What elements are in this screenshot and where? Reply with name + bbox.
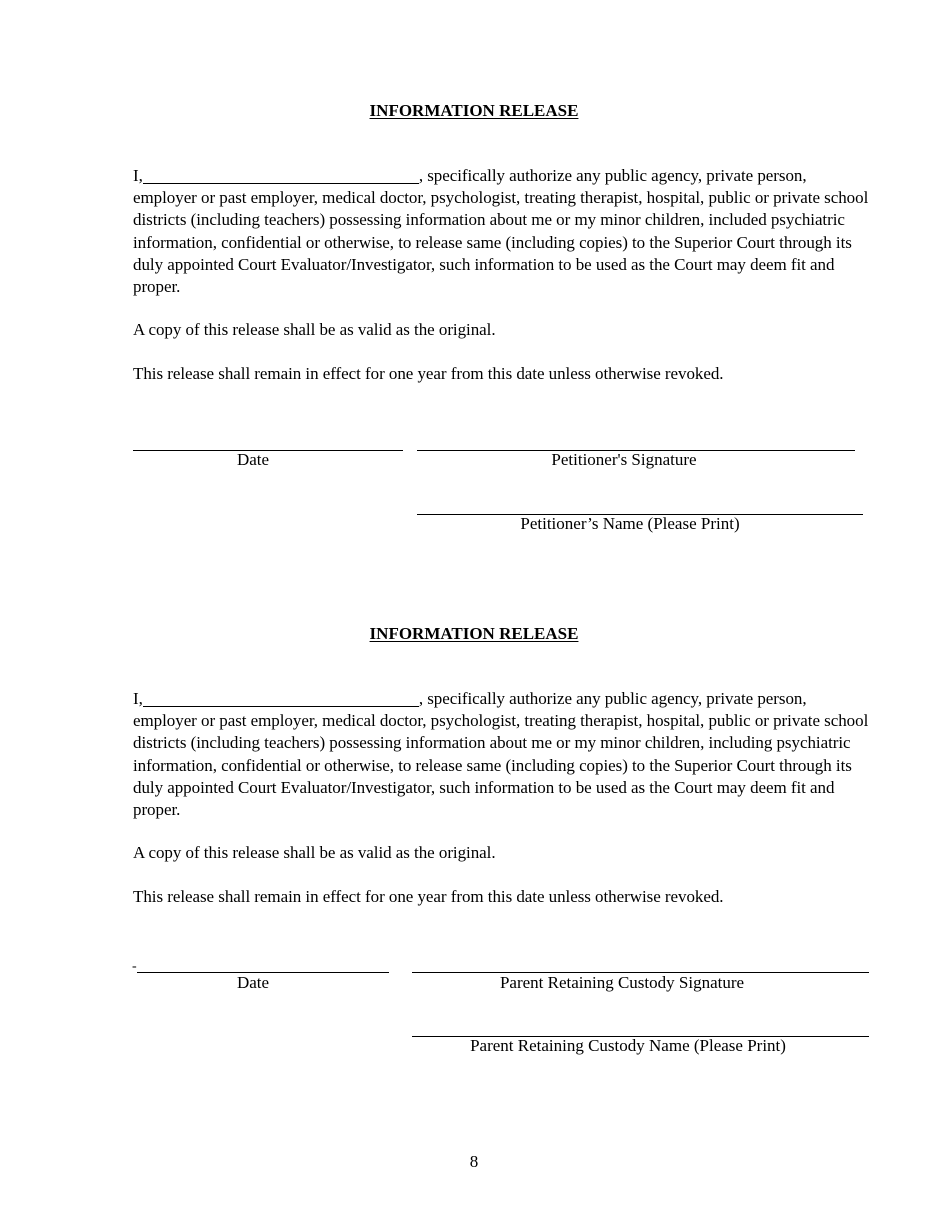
- release-1-copy-statement: A copy of this release shall be as valid as the original.: [133, 320, 496, 339]
- release-1-print-name-label: Petitioner’s Name (Please Print): [520, 514, 740, 533]
- release-2-authorization-text: , specifically authorize any public agency, private person, employer or past employer, medical doctor, psychologist, treating therapist, hospital, public or private school districts (including teachers) possessing information about me or my minor children, including psychiatric information, confidential or otherwise, to release same (including copies) to the Superior Court through its duly appointed Court Evaluator/Investigator, such information to be used as the Court may deem fit and proper.: [133, 689, 869, 820]
- release-1-paragraph: [133, 165, 873, 298]
- release-2-name-blank[interactable]: [143, 689, 419, 707]
- release-1-authorization-text: , specifically authorize any public agency, private person, employer or past employer, medical doctor, psychologist, treating therapist, hospital, public or private school districts (including teachers) possessing information about me or my minor children, included psychiatric information, confidential or otherwise, to release same (including copies) to the Superior Court through its duly appointed Court Evaluator/Investigator, such information to be used as the Court may deem fit and proper.: [133, 166, 869, 297]
- release-1-signature-label: Petitioner's Signature: [551, 450, 697, 469]
- release-2-paragraph: [133, 688, 873, 821]
- release-2-print-name-label: Parent Retaining Custody Name (Please Print): [470, 1036, 786, 1055]
- release-1-intro-prefix: I,: [133, 166, 143, 185]
- release-2-date-label: Date: [236, 973, 270, 992]
- page-number: 8: [469, 1152, 479, 1171]
- release-1-date-label: Date: [236, 450, 270, 469]
- release-2-signature-label: Parent Retaining Custody Signature: [499, 973, 745, 992]
- stray-dash-mark: -: [132, 959, 137, 974]
- release-1-title: INFORMATION RELEASE: [369, 101, 579, 120]
- release-2-effect-statement: This release shall remain in effect for one year from this date unless otherwise revoked.: [133, 887, 724, 906]
- release-1-name-blank[interactable]: [143, 166, 419, 184]
- release-2-title: INFORMATION RELEASE: [369, 624, 579, 643]
- release-2-copy-statement: A copy of this release shall be as valid as the original.: [133, 843, 496, 862]
- release-2-intro-prefix: I,: [133, 689, 143, 708]
- release-1-effect-statement: This release shall remain in effect for one year from this date unless otherwise revoked.: [133, 364, 724, 383]
